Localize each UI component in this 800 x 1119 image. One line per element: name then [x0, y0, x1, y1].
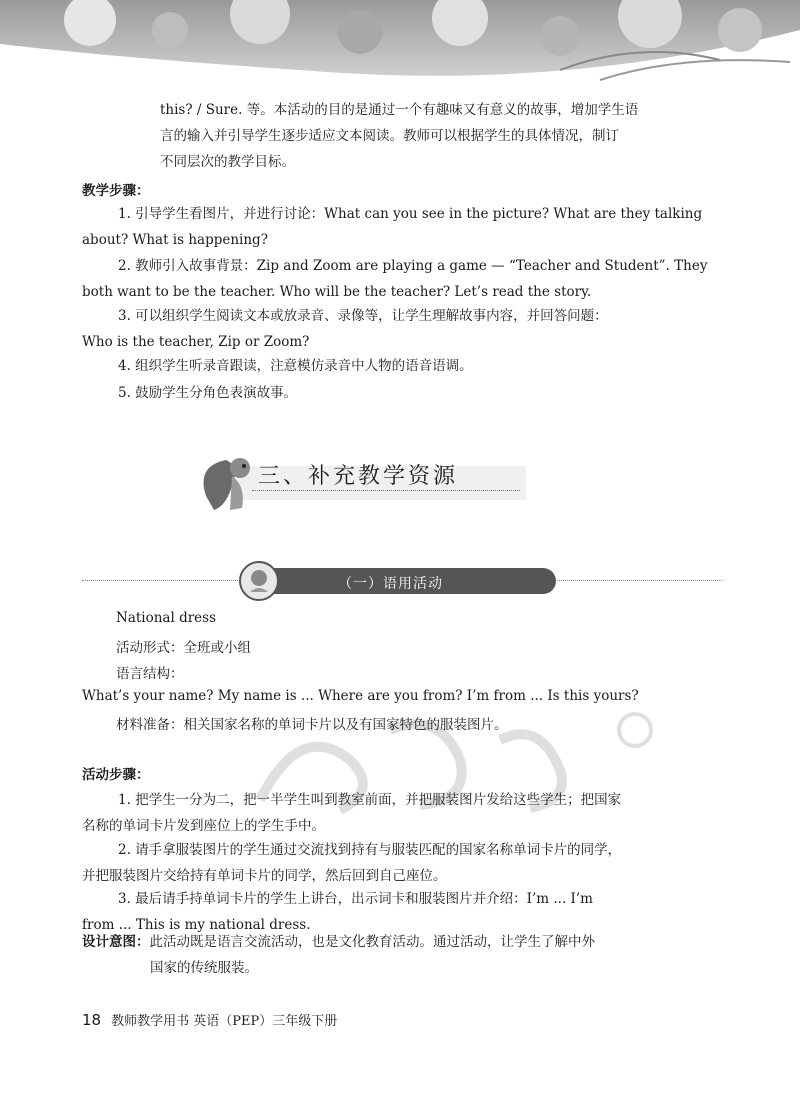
activity-step-item [82, 837, 722, 889]
page-number: 18 [82, 1011, 102, 1029]
design-intent [82, 929, 722, 981]
step-item [82, 201, 722, 253]
activity-structure-label: 语言结构： [116, 666, 184, 682]
step-line: 2. 教师引入故事背景：Zip and Zoom are playing a game — “Teacher and Student”. They [118, 258, 708, 274]
subsection-title: （一）语用活动 [338, 576, 443, 592]
section-title: 三、补充教学资源 [258, 464, 459, 489]
page-footer [82, 1010, 337, 1029]
steps-heading: 教学步骤： [82, 183, 150, 199]
step-line: about? What is happening? [82, 232, 268, 248]
activity-step-line: from ... This is my national dress. [82, 917, 311, 933]
activity-materials: 材料准备：相关国家名称的单词卡片以及有国家特色的服装图片。 [116, 717, 508, 733]
step-line: both want to be the teacher. Who will be the teacher? Let’s read the story. [82, 284, 592, 300]
activity-structure: What’s your name? My name is ... Where are you from? I’m from ... Is this yours? [82, 688, 639, 704]
step-line: 3. 可以组织学生阅读文本或放录音、录像等，让学生理解故事内容，并回答问题： [118, 308, 608, 324]
step-line: 1. 引导学生看图片，并进行讨论：What can you see in the picture? What are they talking [118, 206, 703, 222]
step-line: 5. 鼓励学生分角色表演故事。 [118, 385, 298, 401]
section-title-underline [252, 490, 520, 491]
design-intent-line-2: 国家的传统服装。 [150, 960, 258, 976]
intro-line-3: 不同层次的教学目标。 [160, 154, 295, 170]
activity-step-line: 2. 请手拿服装图片的学生通过交流找到持有与服装匹配的国家名称单词卡片的同学， [118, 842, 622, 858]
step-item [82, 380, 722, 406]
book-title: 教师教学用书 英语（PEP）三年级下册 [111, 1014, 338, 1029]
design-intent-label: 设计意图： [82, 934, 150, 950]
activity-steps-heading: 活动步骤： [82, 767, 150, 783]
step-line: Who is the teacher, Zip or Zoom? [82, 334, 310, 350]
step-item [82, 303, 722, 355]
design-intent-line-1: 此活动既是语言交流活动，也是文化教育活动。通过活动，让学生了解中外 [149, 934, 595, 950]
intro-line-1: this? / Sure. 等。本活动的目的是通过一个有趣味又有意义的故事，增加学生语 [160, 102, 639, 118]
mascot-badge-icon [236, 560, 282, 602]
activity-name: National dress [116, 610, 217, 626]
activity-step-item [82, 787, 722, 839]
step-line: 4. 组织学生听录音跟读，注意模仿录音中人物的语音语调。 [118, 358, 473, 374]
activity-step-line: 3. 最后请手持单词卡片的学生上讲台，出示词卡和服装图片并介绍：I’m ... I’m [118, 891, 593, 907]
activity-form: 活动形式：全班或小组 [116, 640, 251, 656]
step-item [82, 353, 722, 379]
header-floral-banner [0, 0, 800, 92]
step-item [82, 253, 722, 305]
activity-step-line: 名称的单词卡片发到座位上的学生手中。 [82, 818, 325, 834]
activity-step-line: 1. 把学生一分为二，把一半学生叫到教室前面，并把服装图片发给这些学生；把国家 [118, 792, 622, 808]
intro-line-2: 言的输入并引导学生逐步适应文本阅读。教师可以根据学生的具体情况，制订 [160, 128, 619, 144]
activity-step-line: 并把服装图片交给持有单词卡片的同学，然后回到自己座位。 [82, 868, 447, 884]
